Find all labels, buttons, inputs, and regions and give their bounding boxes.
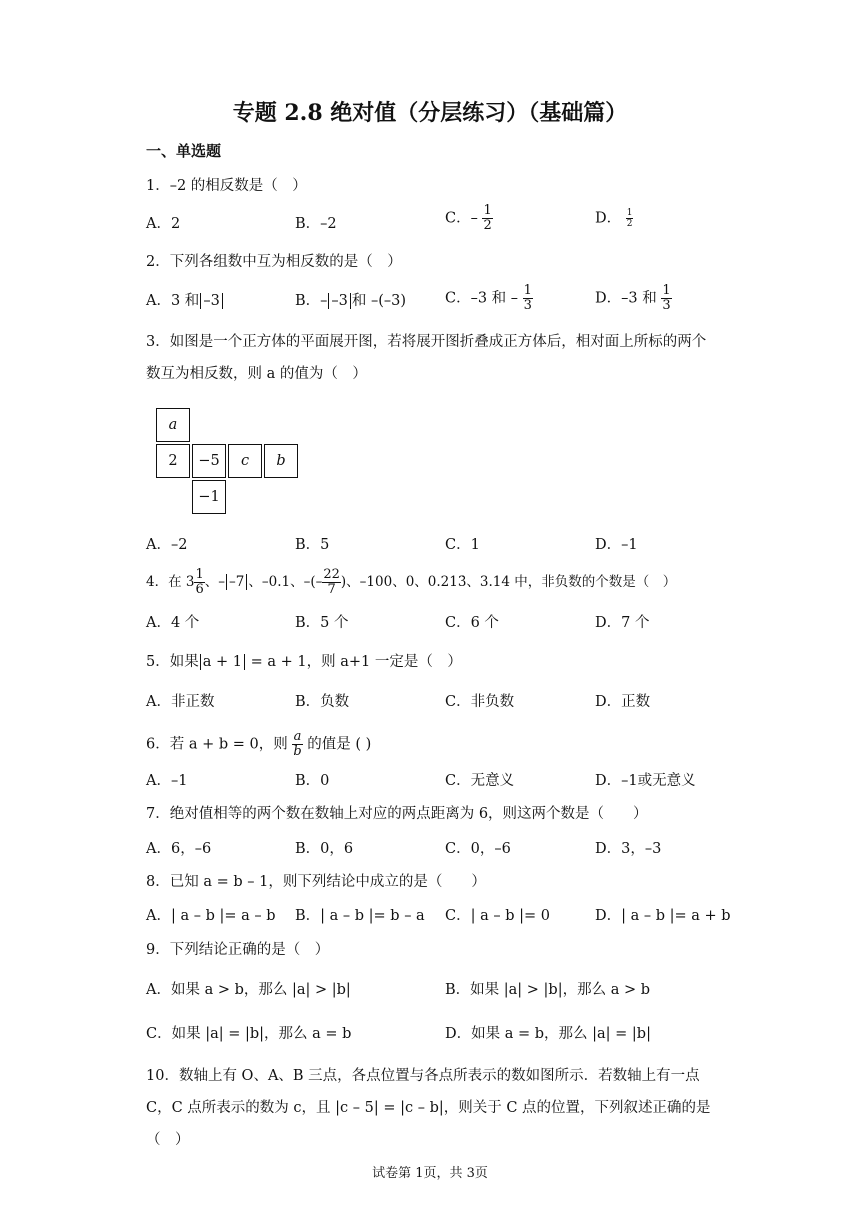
- net-cell-3: c: [228, 444, 262, 478]
- q7-option-a: A．6，–6: [146, 841, 212, 857]
- q8-option-b: B．| a – b |= b – a: [295, 908, 425, 924]
- q9-option-c: C．如果 |a| = |b|，那么 a = b: [146, 1026, 352, 1042]
- cube-net-figure: [156, 408, 301, 516]
- net-cell-4: b: [264, 444, 298, 478]
- question-10: 10．数轴上有 O、A、B 三点，各点位置与各点所表示的数如图所示．若数轴上有一点 C，C 点所表示的数为 c，且 |c – 5| = |c – b|，则关于 C 点的位置，下列叙述正确的是（ ）: [146, 1068, 711, 1148]
- q1-option-c: [445, 204, 493, 233]
- q9-option-a: A．如果 a > b，那么 |a| > |b|: [146, 982, 351, 998]
- q4-option-c: C．6 个: [445, 615, 499, 631]
- page-title: 专题 2.8 绝对值（分层练习）（基础篇）: [232, 100, 628, 126]
- q3-option-a: A．–2: [146, 537, 188, 553]
- q8-option-a: A．| a – b |= a – b: [146, 908, 276, 924]
- q7-option-b: B．0，6: [295, 841, 354, 857]
- question-9: 9．下列结论正确的是（ ）: [146, 942, 330, 958]
- q1-option-a: A．2: [146, 216, 181, 232]
- q3-option-d: D．–1: [595, 537, 638, 553]
- q9-option-b: B．如果 |a| > |b|，那么 a > b: [445, 982, 651, 998]
- q1-c-fraction: $\frac{1}{2}$: [483, 203, 492, 233]
- q9-option-d: D．如果 a = b，那么 |a| = |b|: [445, 1026, 651, 1042]
- question-8: 8．已知 a = b – 1，则下列结论中成立的是（ ）: [146, 874, 486, 890]
- question-3: 3．如图是一个正方体的平面展开图，若将展开图折叠成正方体后，相对面上所标的两个数互为相反数，则 a 的值为（ ）: [146, 334, 707, 382]
- q3-option-b: B．5: [295, 537, 330, 553]
- question-2: 2．下列各组数中互为相反数的是（ ）: [146, 254, 402, 270]
- q1-option-d: [595, 208, 633, 229]
- q8-option-c: C．| a – b |= 0: [445, 908, 550, 924]
- q2-option-c: C．–3 和 – $\frac{1}{3}$: [445, 283, 532, 313]
- section-heading: 一、单选题: [146, 142, 222, 160]
- q4-fraction-2: $\frac{22}{7}$: [323, 567, 340, 597]
- q5-option-a: A．非正数: [146, 694, 215, 710]
- q5-option-b: B．负数: [295, 694, 350, 710]
- net-cell-2: −5: [192, 444, 226, 478]
- question-1: 1．–2 的相反数是（ ）: [146, 178, 307, 194]
- q6-option-a: A．–1: [146, 773, 188, 789]
- question-5: 5．如果 a + 1 = a + 1，则 a+1 一定是（ ）: [146, 654, 462, 670]
- q2-option-a: A．3 和 –3: [146, 291, 224, 311]
- q4-fraction-1: $\frac{1}{6}$: [195, 567, 204, 597]
- q7-option-c: C．0，–6: [445, 841, 511, 857]
- q2-option-d: D．–3 和 $\frac{1}{3}$: [595, 283, 671, 313]
- q1-d-fraction: $\frac{1}{2}$: [626, 208, 633, 229]
- q2-d-fraction: $\frac{1}{3}$: [662, 283, 671, 313]
- net-cell-1: 2: [156, 444, 190, 478]
- question-4: 4．在 3 $\frac{1}{6}$ 、– –7 、–0.1、–(– $\frac{22}{7}$ )、–100、0、0.213̇、3.14 中，非负数的个数是（ ）: [146, 567, 677, 597]
- q6-fraction: $\frac{a}{b}$: [293, 729, 302, 759]
- q2-option-b: B．– –3 和 –(–3): [295, 293, 407, 309]
- q3-option-c: C．1: [445, 537, 480, 553]
- question-6: 6．若 a + b = 0，则 $\frac{a}{b}$ 的值是 ( ): [146, 729, 372, 759]
- q5-option-c: C．非负数: [445, 694, 515, 710]
- q6-option-d: D．–1或无意义: [595, 773, 696, 789]
- q1-c-prefix: C．–: [445, 210, 478, 227]
- q7-option-d: D．3，–3: [595, 841, 662, 857]
- net-cell-bottom: −1: [192, 480, 226, 514]
- q6-option-c: C．无意义: [445, 773, 515, 789]
- q4-option-b: B．5 个: [295, 615, 349, 631]
- q1-option-b: B．–2: [295, 216, 337, 232]
- q5-option-d: D．正数: [595, 694, 651, 710]
- q6-option-b: B．0: [295, 773, 330, 789]
- q1-d-prefix: D．: [595, 210, 622, 227]
- q4-option-a: A．4 个: [146, 615, 200, 631]
- q4-option-d: D．7 个: [595, 615, 650, 631]
- page-footer: 试卷第 1页，共 3页: [372, 1166, 488, 1181]
- net-cell-top: a: [156, 408, 190, 442]
- q8-option-d: D．| a – b |= a + b: [595, 908, 731, 924]
- question-7: 7．绝对值相等的两个数在数轴上对应的两点距离为 6，则这两个数是（ ）: [146, 806, 648, 822]
- q2-c-fraction: $\frac{1}{3}$: [523, 283, 532, 313]
